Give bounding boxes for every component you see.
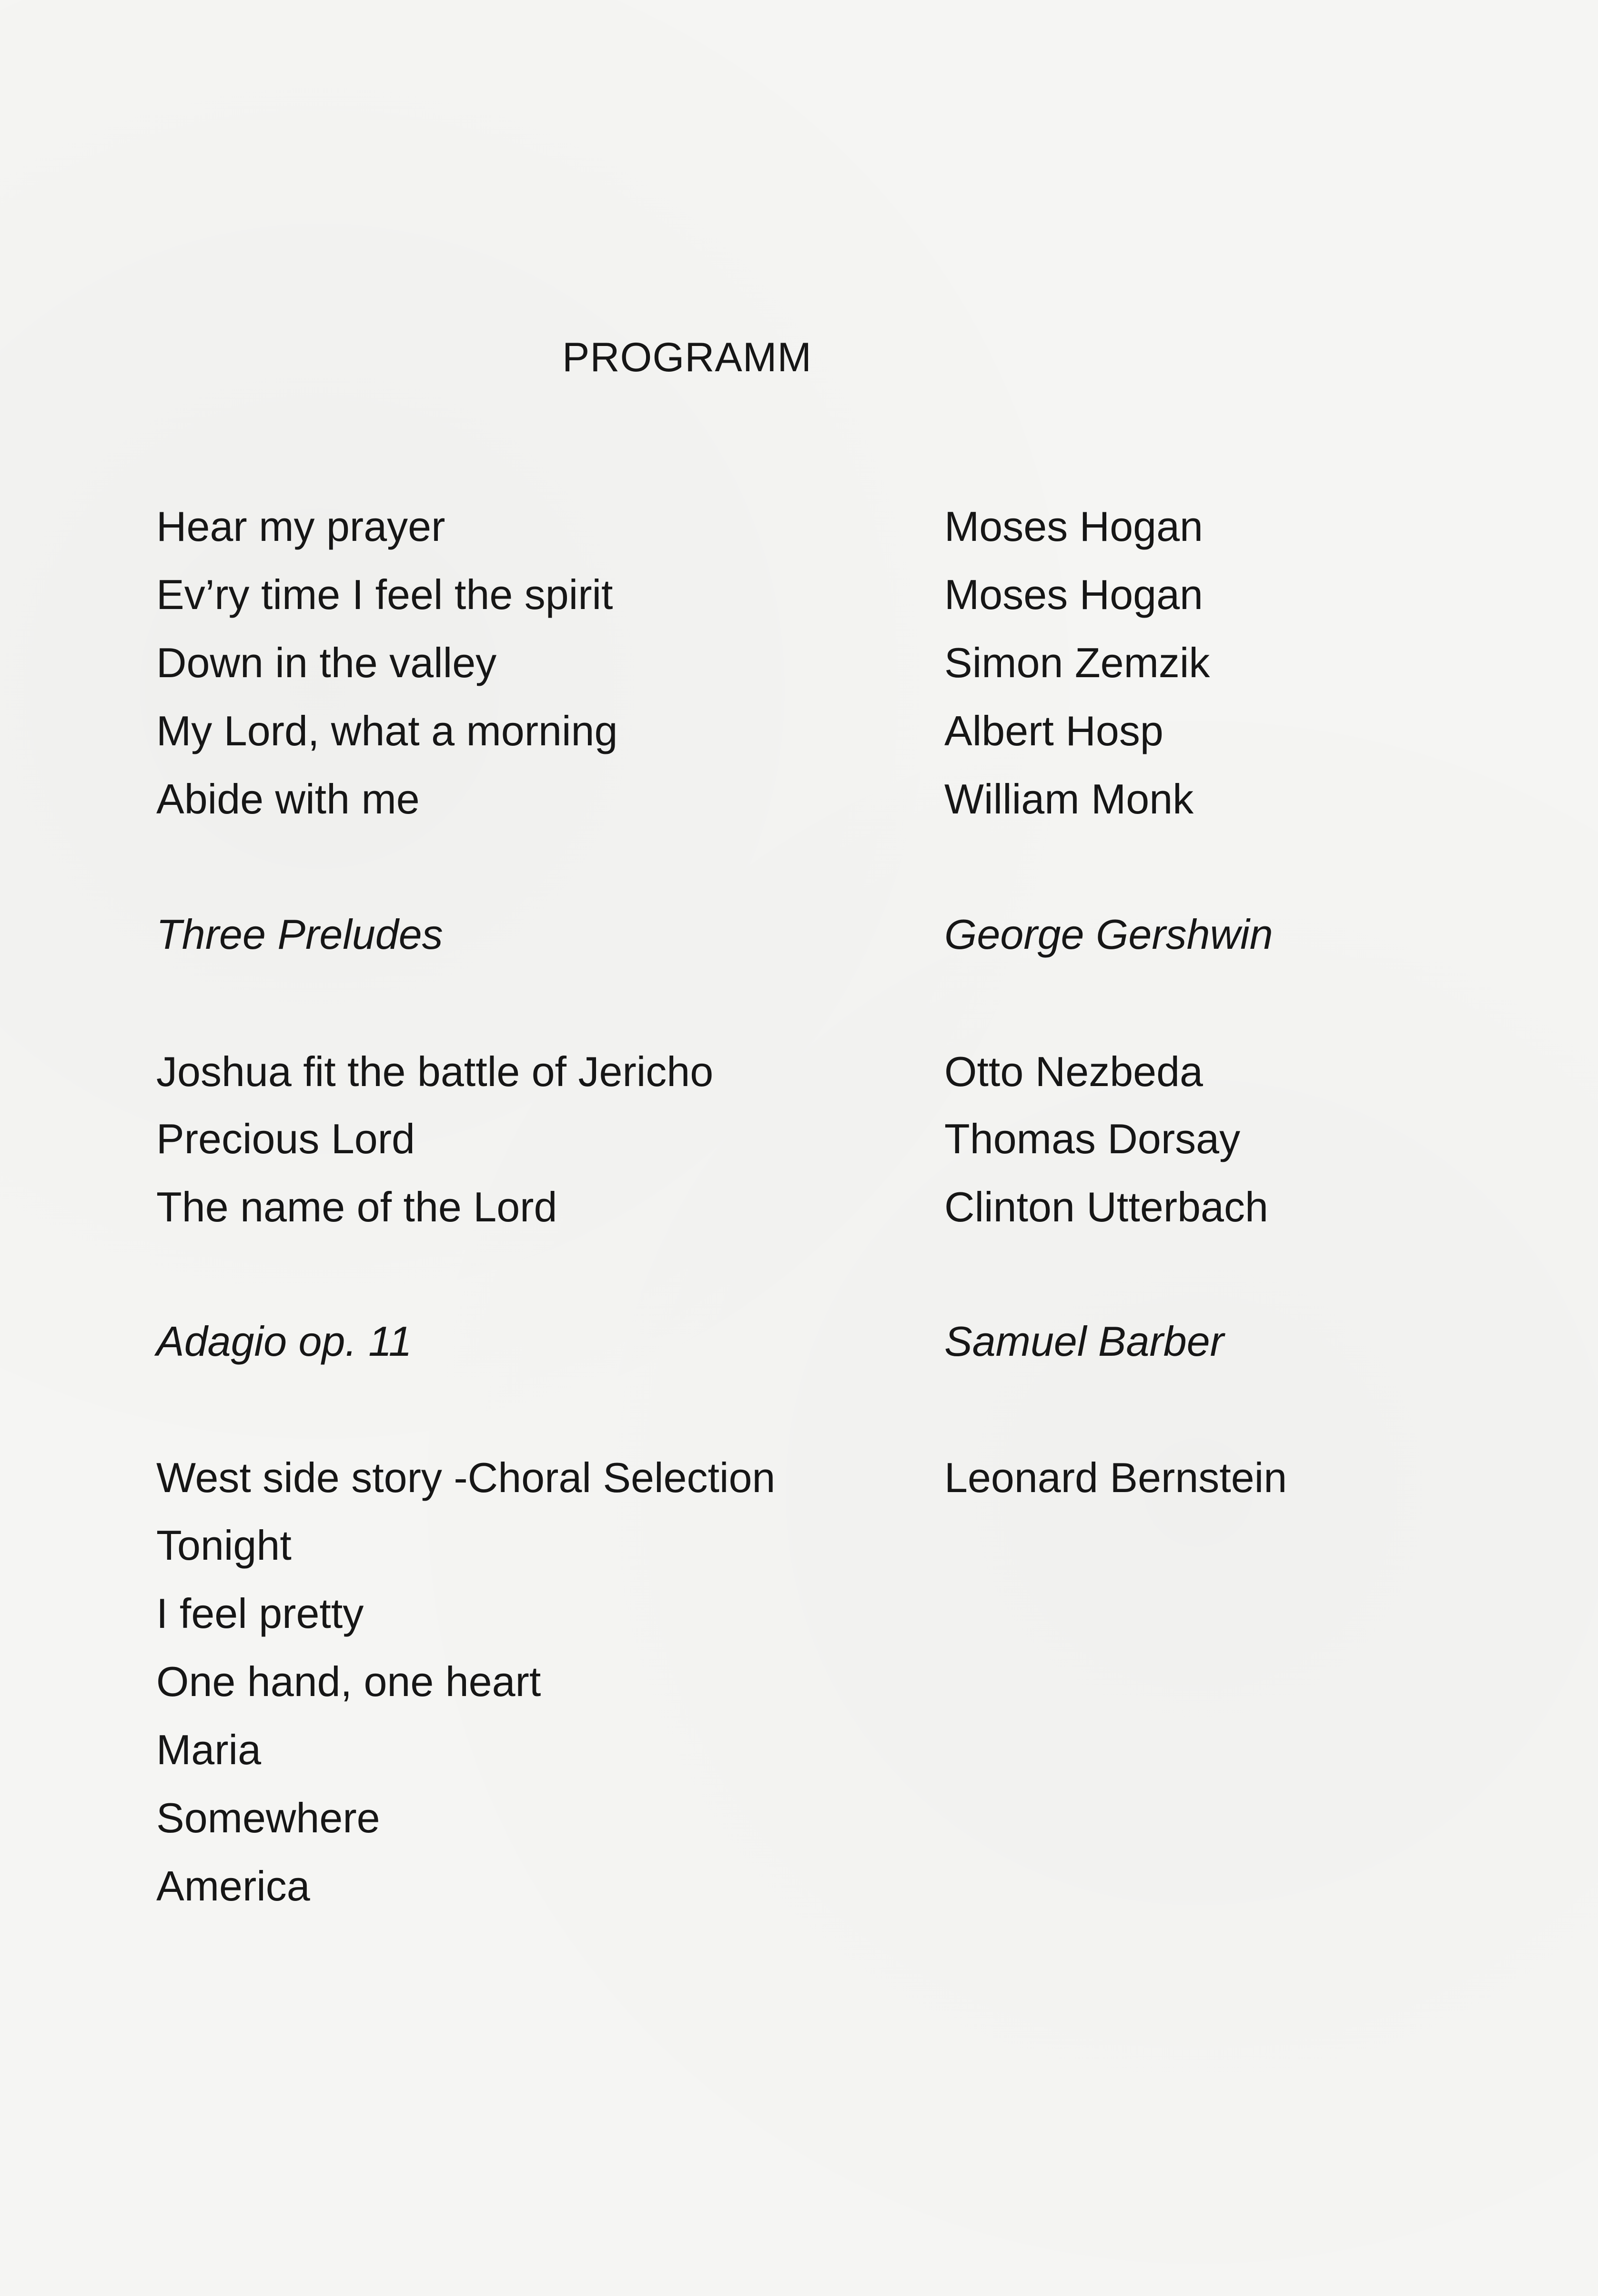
program-heading: PROGRAMM: [562, 335, 812, 380]
program-item-7-title: Joshua fit the battle of Jericho: [156, 1048, 714, 1095]
program-item-4-title: My Lord, what a morning: [156, 707, 618, 754]
program-item-5-composer: William Monk: [944, 775, 1194, 823]
program-item-4-composer: Albert Hosp: [944, 707, 1163, 754]
program-item-8-composer: Thomas Dorsay: [944, 1115, 1241, 1162]
program-item-1-composer: Moses Hogan: [944, 503, 1203, 550]
program-item-9-title: The name of the Lord: [156, 1183, 557, 1230]
program-item-10-title: Adagio op. 11: [156, 1318, 412, 1365]
program-item-6-composer: George Gershwin: [944, 911, 1273, 958]
program-item-8-title: Precious Lord: [156, 1115, 415, 1162]
program-item-11-composer: Leonard Bernstein: [944, 1454, 1287, 1501]
program-item-15-title: Maria: [156, 1726, 262, 1773]
program-item-3-title: Down in the valley: [156, 639, 497, 686]
program-item-16-title: Somewhere: [156, 1794, 380, 1841]
program-item-14-title: One hand, one heart: [156, 1658, 541, 1705]
program-item-6-title: Three Preludes: [156, 911, 443, 958]
program-item-1-title: Hear my prayer: [156, 503, 445, 550]
program-item-13-title: I feel pretty: [156, 1590, 364, 1637]
program-item-10-composer: Samuel Barber: [944, 1318, 1224, 1365]
program-item-5-title: Abide with me: [156, 775, 420, 823]
program-item-9-composer: Clinton Utterbach: [944, 1183, 1268, 1230]
program-item-12-title: Tonight: [156, 1522, 292, 1569]
program-item-17-title: America: [156, 1862, 310, 1910]
program-item-2-composer: Moses Hogan: [944, 571, 1203, 618]
program-item-7-composer: Otto Nezbeda: [944, 1048, 1203, 1095]
program-item-2-title: Ev’ry time I feel the spirit: [156, 571, 613, 618]
program-item-11-title: West side story -Choral Selection: [156, 1454, 776, 1501]
program-item-3-composer: Simon Zemzik: [944, 639, 1210, 686]
